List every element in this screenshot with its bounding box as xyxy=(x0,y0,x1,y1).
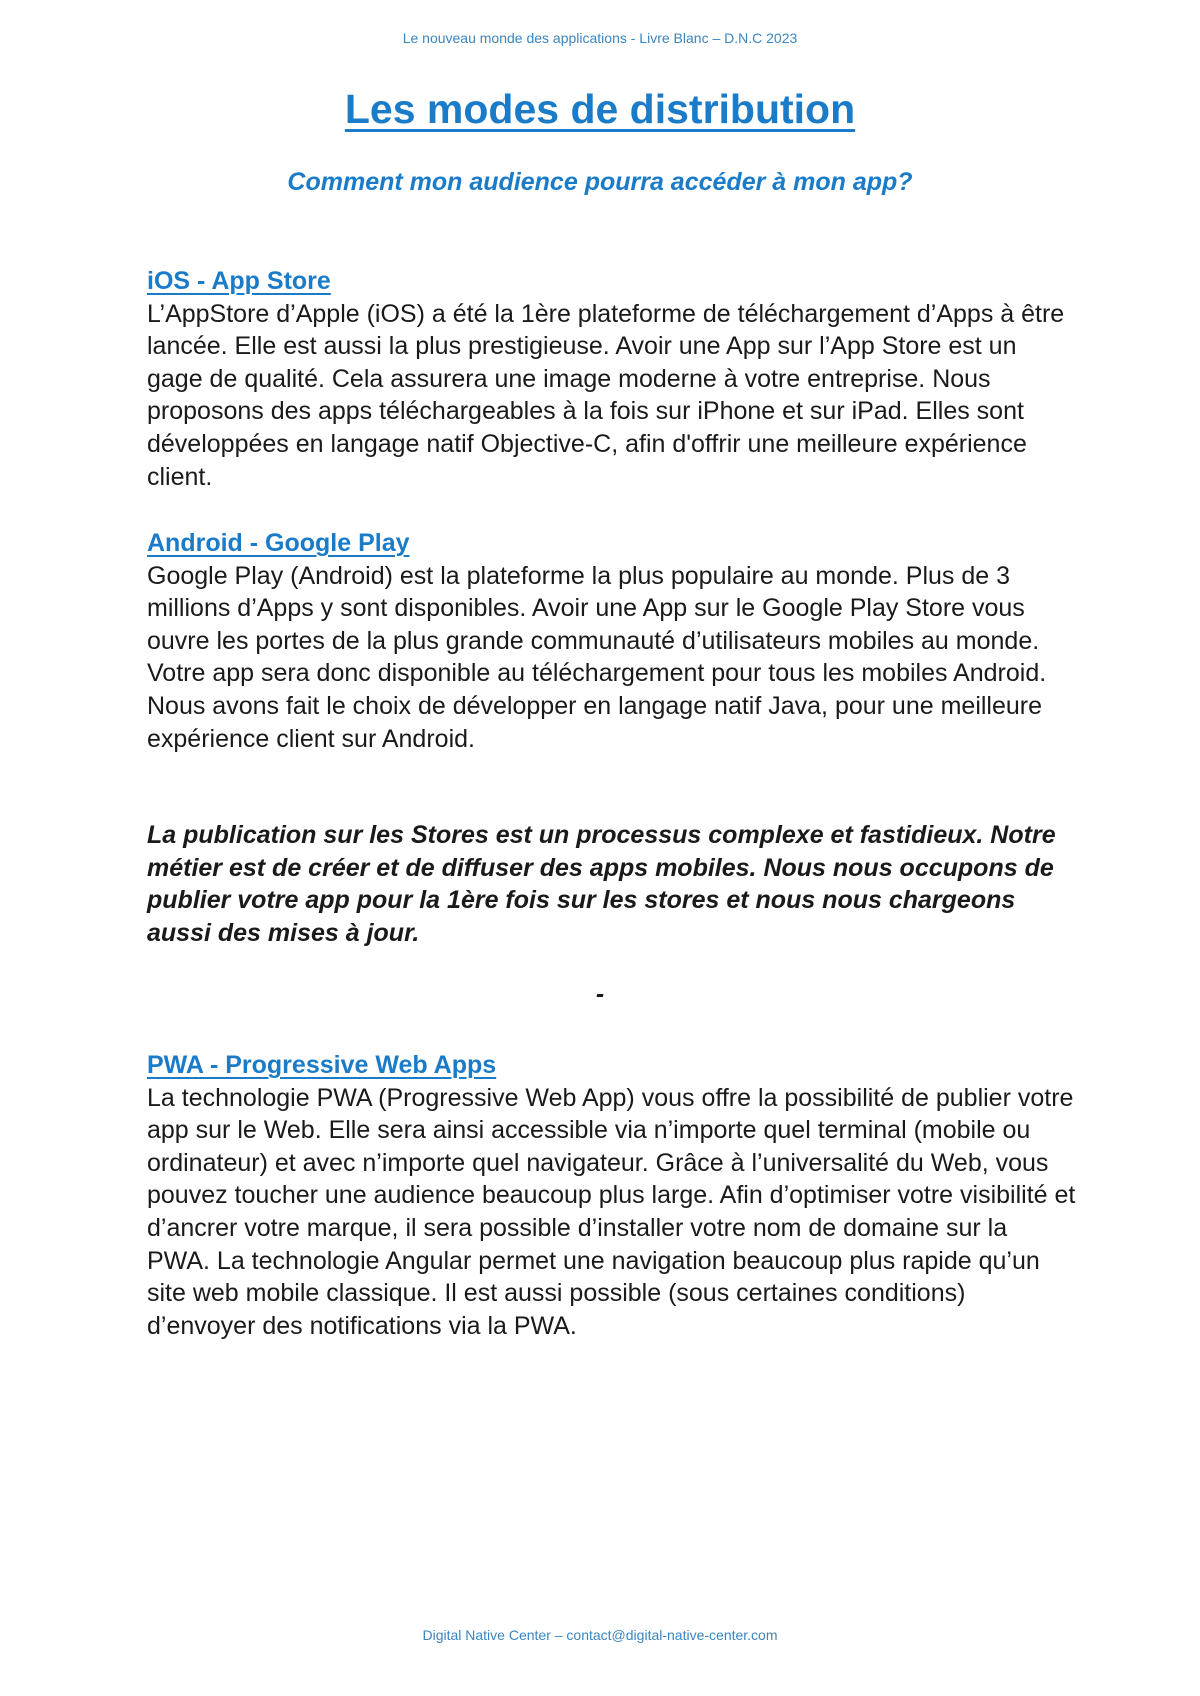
section-separator: - xyxy=(595,980,605,1008)
section-pwa xyxy=(147,1049,1077,1342)
section-body-ios: L’AppStore d’Apple (iOS) a été la 1ère plateforme de téléchargement d’Apps à être lancée. Elle est aussi la plus prestigieuse. Avoir une App sur l’App Store est un gage de qualité. Cela assurera une image moderne à votre entreprise. Nous proposons des apps téléchargeables à la fois sur iPhone et sur iPad. Elles sont développées en langage natif Objective-C, afin d'offrir une meilleure expérience client. xyxy=(147,299,1065,491)
section-android xyxy=(147,527,1077,755)
page-title: Les modes de distribution xyxy=(344,86,856,132)
section-body-pwa: La technologie PWA (Progressive Web App) vous offre la possibilité de publier votre app sur le Web. Elle sera ainsi accessible via n’importe quel terminal (mobile ou ordinateur) et avec n’importe quel navigateur. Grâce à l’universalité du Web, vous pouvez toucher une audience beaucoup plus large. Afin d’optimiser votre visibilité et d’ancrer votre marque, il sera possible d’installer votre nom de domaine sur la PWA. La technologie Angular permet une navigation beaucoup plus rapide qu’un site web mobile classique. Il est aussi possible (sous certaines conditions) d’envoyer des notifications via la PWA. xyxy=(147,1083,1076,1340)
publication-note xyxy=(147,819,1077,949)
page-header: Le nouveau monde des applications - Livre Blanc – D.N.C 2023 xyxy=(402,30,798,46)
page-footer: Digital Native Center – contact@digital-native-center.com xyxy=(422,1627,778,1643)
section-ios xyxy=(147,265,1077,493)
section-title-android: Android - Google Play xyxy=(147,529,410,557)
section-title-pwa: PWA - Progressive Web Apps xyxy=(147,1051,497,1079)
publication-note-text: La publication sur les Stores est un processus complexe et fastidieux. Notre métier est de créer et de diffuser des apps mobiles. Nous nous occupons de publier votre app pour la 1ère fois sur les stores et nous nous chargeons aussi des mises à jour. xyxy=(147,821,1056,947)
section-title-ios: iOS - App Store xyxy=(147,267,331,295)
page-subtitle: Comment mon audience pourra accéder à mon app? xyxy=(287,168,913,196)
section-body-android: Google Play (Android) est la plateforme la plus populaire au monde. Plus de 3 millions d’Apps y sont disponibles. Avoir une App sur le Google Play Store vous ouvre les portes de la plus grande communauté d’utilisateurs mobiles au monde. Votre app sera donc disponible au téléchargement pour tous les mobiles Android. Nous avons fait le choix de développer en langage natif Java, pour une meilleure expérience client sur Android. xyxy=(147,561,1047,753)
